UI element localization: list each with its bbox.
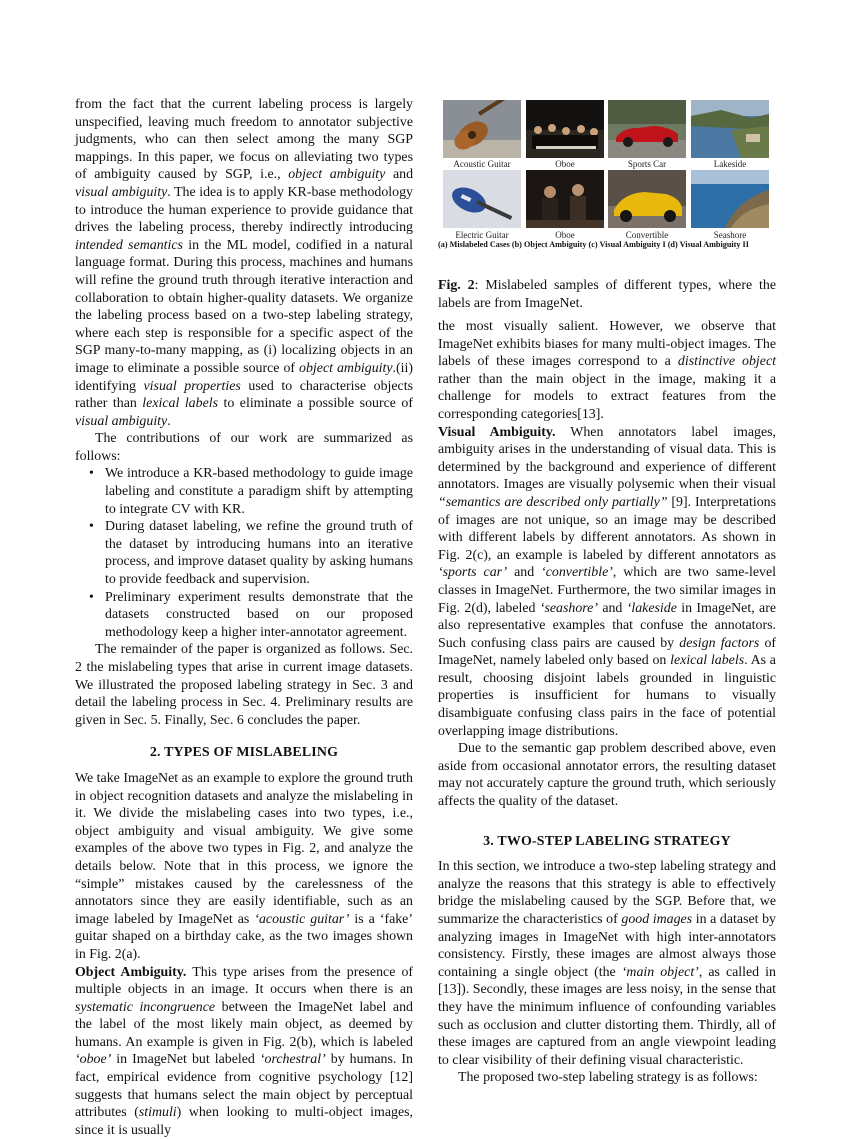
image-convertible	[608, 170, 686, 228]
section-heading: 2. TYPES OF MISLABELING	[75, 744, 413, 762]
paragraph: The proposed two-step labeling strategy is as follows:	[438, 1069, 776, 1087]
paragraph: Due to the semantic gap problem described above, even aside from occasional annotator errors, the resulting dataset may not accurately capture the ground truth, which seriously affects the quality of the dataset.	[438, 740, 776, 810]
image-label: Convertible	[602, 230, 692, 240]
image-label: Seashore	[685, 230, 775, 240]
paragraph: from the fact that the current labeling process is largely unspecified, leaving much freedom to annotator subjective judgments, who can then select among the many SGP mappings. In this paper, we focus on alleviating two types of ambiguity caused by SGP, i.e., object ambiguity and visual ambiguity. The idea is to apply KR-base methodology to introduce the human experience to provide guidance that drives the labeling process, thereby indirectly introducing intended semantics in the ML model, codified in a natural language format. During this process, machines and humans will refine the ground truth through iterative interaction and collaboration to obtain higher-quality datasets. We organize the labeling process based on a two-step labeling strategy, where each step is responsible for a specific aspect of the SGP many-to-many mapping, as (i) localizing objects in an image to eliminate a possible source of object ambiguity.(ii) identifying visual properties used to characterise objects rather than lexical labels to eliminate a possible source of visual ambiguity.	[75, 96, 413, 430]
image-label: Oboe	[520, 159, 610, 169]
image-label: Sports Car	[602, 159, 692, 169]
paragraph: Visual Ambiguity. When annotators label images, ambiguity arises in the understanding of visual data. This is determined by the background and experience of different annotators. Images are visually polysemic when their visual “semantics are described only partially” [9]. Interpretations of images are not unique, so an image may be described with different labels by different annotators. As shown in Fig. 2(c), an example is labeled by different annotators as ‘sports car’ and ‘convertible’, which are two same-level classes in ImageNet. Furthermore, the two similar images in Fig. 2(d), labeled ‘seashore’ and ‘lakeside in ImageNet, are also representative examples that confuse the annotators. Such confusing class pairs are caused by design factors of ImageNet, namely labeled only based on lexical labels. As a result, choosing disjoint labels grounded in linguistic properties is insufficient for humans to visually disambiguate confusing class pairs in the face of potential overlapping image distributions.	[438, 424, 776, 741]
paragraph: In this section, we introduce a two-step labeling strategy and analyze the reasons that this strategy is able to effectively bridge the mislabeling caused by the SGP. Before that, we summarize the characteristics of good images in a dataset by analyzing images in ImageNet with high inter-annotators consistency. Firstly, these images are almost always those containing a single object (the ‘main object’, as called in [13]). Secondly, these images are less noisy, in the sense that they have the minimum influence of confounding variables such as occlusion and clutter distorting them. Thirdly, all of these images are captured from an angle viewpoint leading to clear visibility of their defining visual characteristic.	[438, 858, 776, 1069]
image-oboe-orchestra	[526, 100, 604, 158]
list-item: • Preliminary experiment results demonstrate that the datasets constructed based on our proposed methodology keep a higher inter-annotator agreement.	[75, 589, 413, 642]
figure-caption: Fig. 2: Mislabeled samples of different types, where the labels are from ImageNet.	[438, 277, 776, 312]
left-column	[75, 96, 413, 1139]
paragraph: the most visually salient. However, we observe that ImageNet exhibits biases for many multi-object images. The labels of these images correspond to a distinctive object rather than the main object in the image, making it a challenge for models to extract features from the corresponding categories[13].	[438, 318, 776, 424]
figure-2	[438, 96, 778, 256]
contributions-list	[75, 465, 413, 641]
paragraph: We take ImageNet as an example to explore the ground truth in object recognition datasets and analyze the mislabeling in it. We divide the mislabeling cases into two types, i.e., object ambiguity and visual ambiguity. We give some examples of the above two types in Fig. 2, and analyze the details below. Note that in this process, we ignore the “simple” mistakes caused by the carelessness of the annotators since they are easily identifiable, such as an image labeled by ImageNet as ‘acoustic guitar’ is a ‘fake’ guitar shaped on a birthday cake, as the two images shown in Fig. 2(a).	[75, 770, 413, 964]
right-column	[438, 318, 776, 1087]
image-label: Electric Guitar	[437, 230, 527, 240]
paragraph: Object Ambiguity. This type arises from the presence of multiple objects in an image. It occurs when there is an systematic incongruence between the ImageNet label and the label of the most likely main object, as deemed by humans. An example is given in Fig. 2(b), which is labeled ‘oboe’ in ImageNet but labeled ‘orchestral’ by humans. In fact, empirical evidence from cognitive psychology [12] suggests that humans select the main object by perceptual attributes (stimuli) when looking to multi-object images, since it is usually	[75, 964, 413, 1139]
image-electric-guitar	[443, 170, 521, 228]
list-item: • We introduce a KR-based methodology to guide image labeling and constitute a paradigm shift by attempting to integrate CV with KR.	[75, 465, 413, 518]
image-lakeside	[691, 100, 769, 158]
paragraph: The remainder of the paper is organized as follows. Sec. 2 the mislabeling types that arise in current image datasets. We illustrated the proposed labeling strategy in Sec. 3 and detail the labeling process in Sec. 4. Preliminary results are given in Sec. 5. Finally, Sec. 6 concludes the paper.	[75, 641, 413, 729]
figure-label: Fig. 2	[438, 278, 475, 293]
section-heading: 3. TWO-STEP LABELING STRATEGY	[438, 833, 776, 851]
image-label: Acoustic Guitar	[437, 159, 527, 169]
image-sports-car	[608, 100, 686, 158]
paragraph: The contributions of our work are summarized as follows:	[75, 430, 413, 465]
list-item: • During dataset labeling, we refine the ground truth of the dataset by introducing humans into an iterative process, and improve dataset quality by asking humans to provide feedback and supervision.	[75, 518, 413, 588]
image-acoustic-guitar	[443, 100, 521, 158]
image-label: Oboe	[520, 230, 610, 240]
image-label: Lakeside	[685, 159, 775, 169]
figure-subcaptions: (a) Mislabeled Cases (b) Object Ambiguity (c) Visual Ambiguity I (d) Visual Ambiguity II	[438, 240, 783, 249]
image-oboe-players	[526, 170, 604, 228]
image-seashore	[691, 170, 769, 228]
